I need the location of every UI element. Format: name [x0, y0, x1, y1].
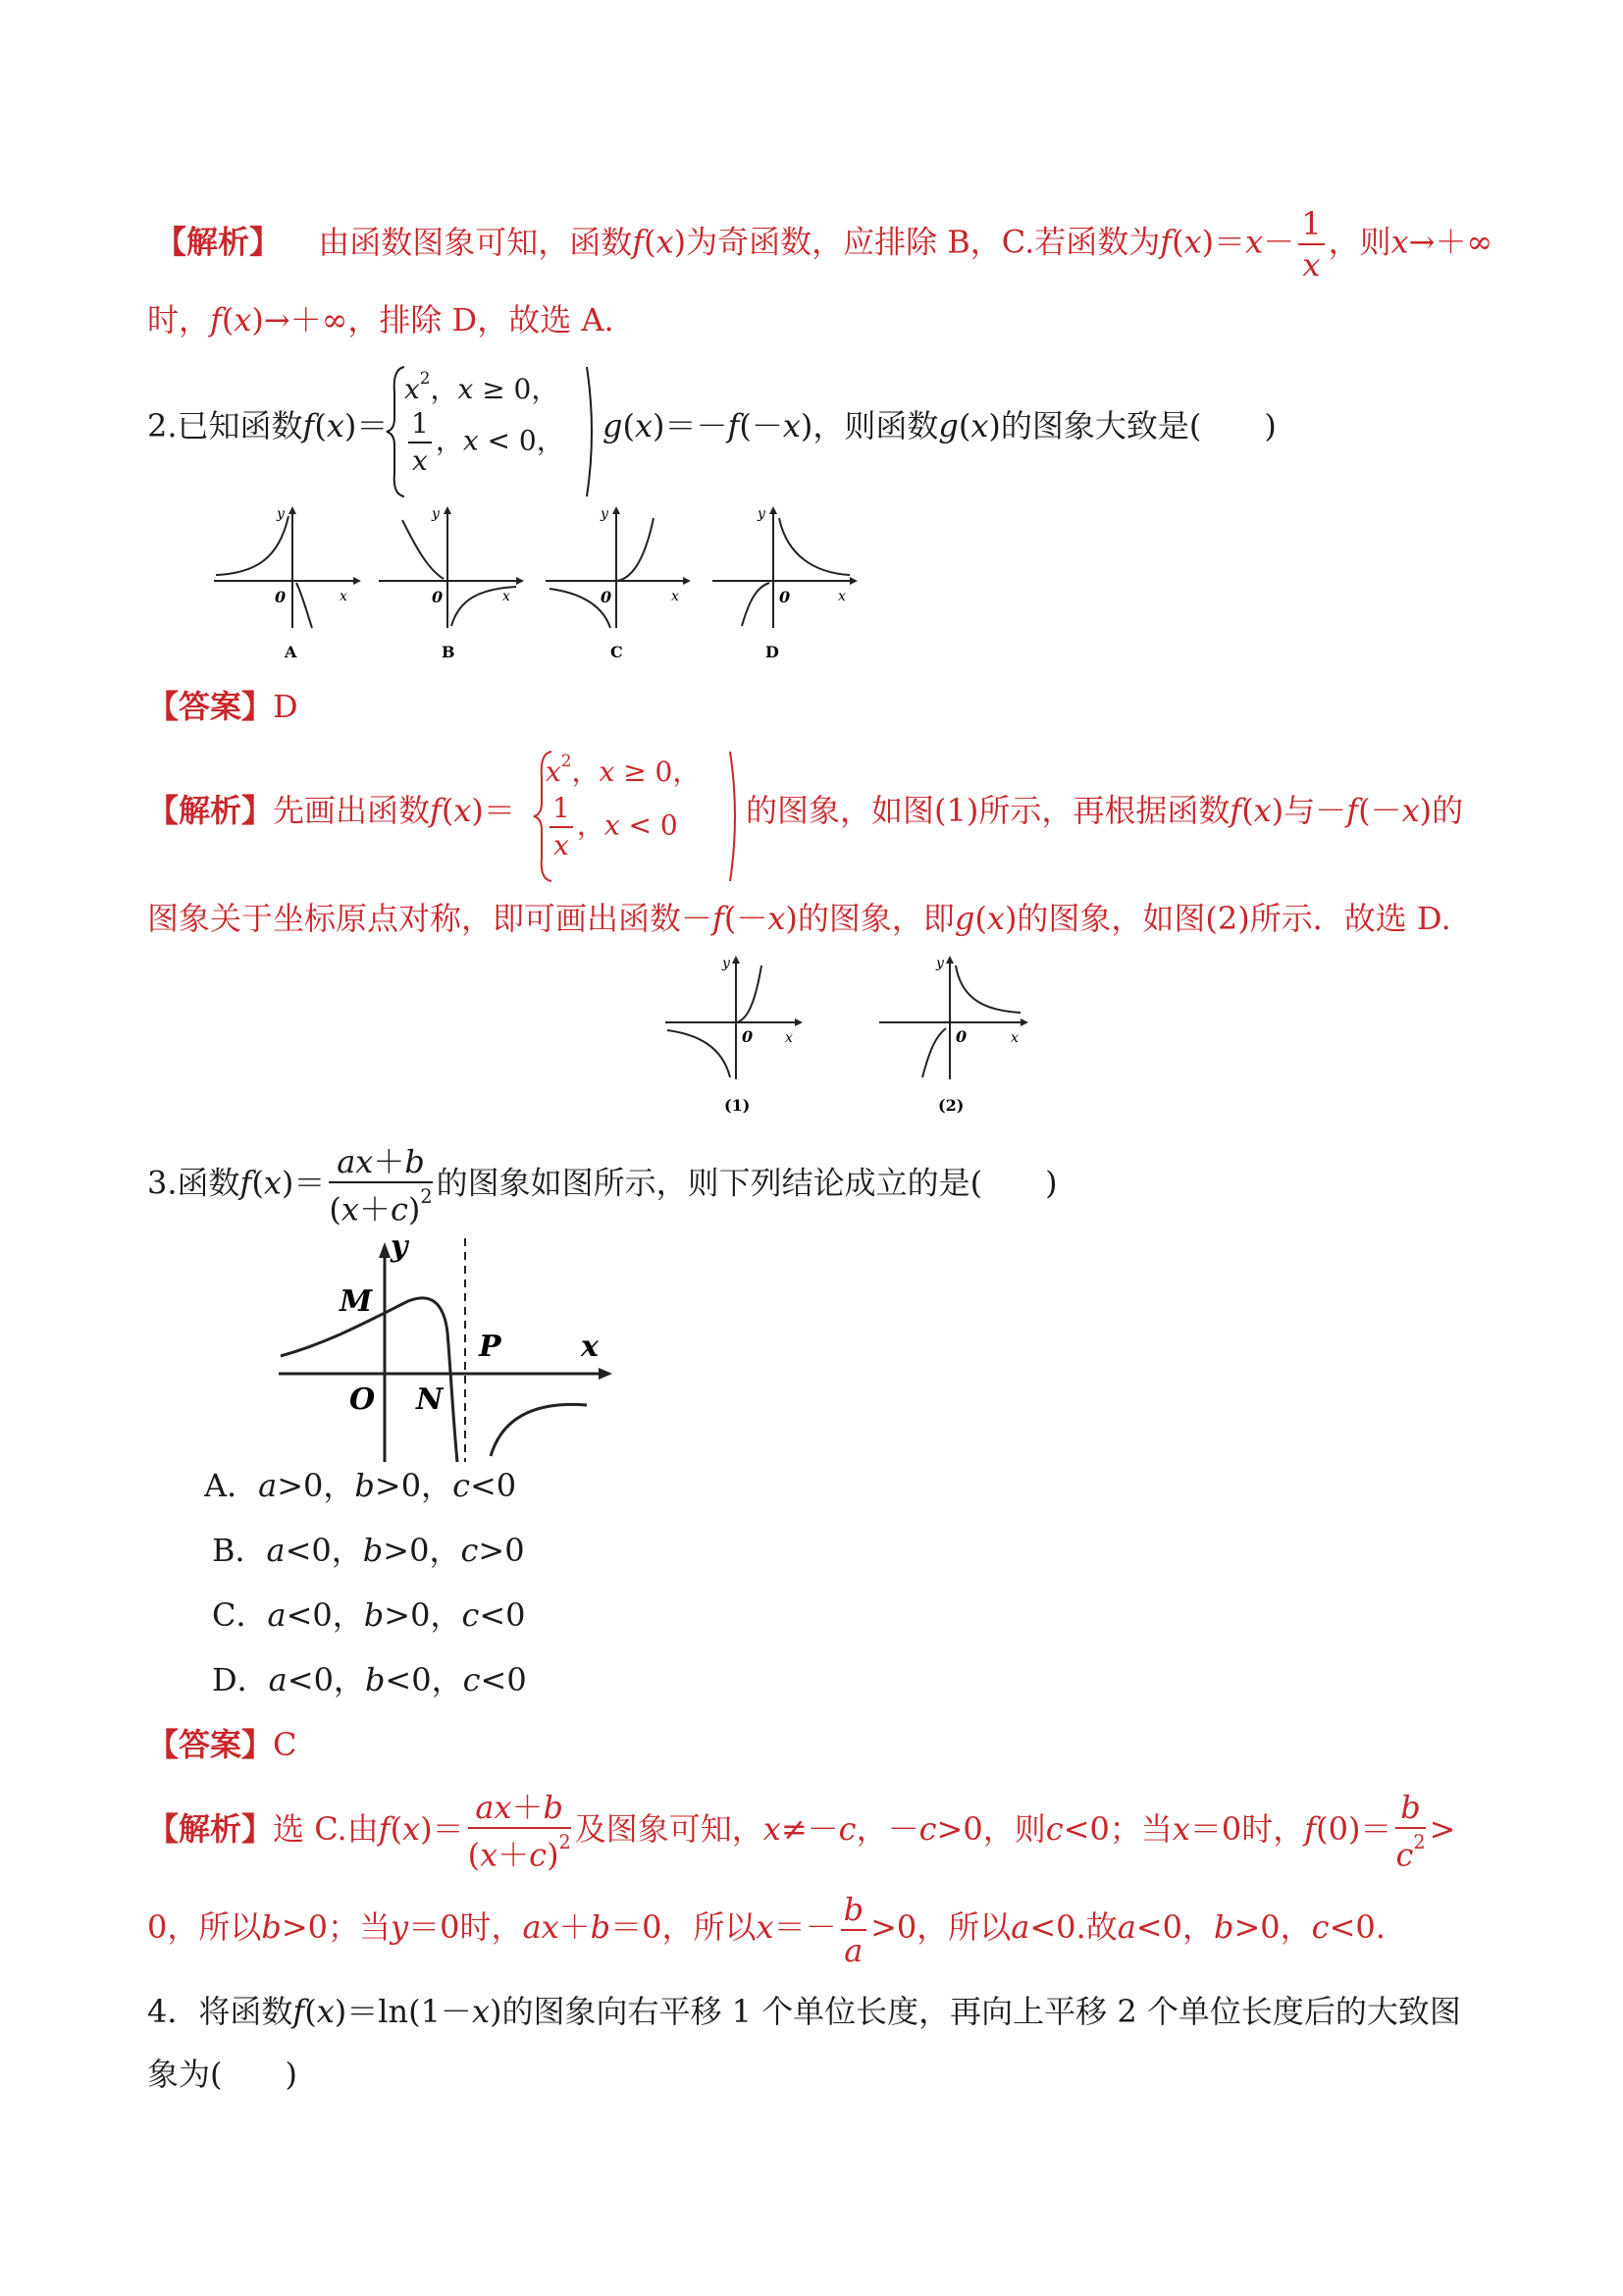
answer-tag: 【答案】: [147, 1726, 274, 1763]
solution-tag: 【解析】: [155, 223, 282, 261]
svg-text:y: y: [936, 956, 944, 971]
solution-tag: 【解析】: [147, 1810, 274, 1848]
fraction-one-over-x: $\frac{1}{x}$: [1298, 208, 1324, 281]
q3-option-b: B．a<0，b>0，c>0: [212, 1532, 525, 1569]
solution-text: 为奇函数，应排除 B，C.若函数为: [686, 223, 1161, 261]
q1-solution-line1: 【解析】 由函数图象可知，函数f(x)为奇函数，应排除 B，C.若函数为f(x)＝x－ $\frac{1}{x}$ ，则x→＋∞: [155, 205, 1493, 284]
svg-text:y: y: [277, 506, 285, 522]
solution-text: 的图象，如图(2)所示．故选 D.: [1017, 900, 1451, 937]
solution-figure-1: [665, 956, 803, 1115]
q3-prefix: 3.函数: [147, 1164, 240, 1202]
svg-text:0: 0: [432, 588, 444, 606]
solution-tag: 【解析】: [147, 792, 274, 829]
q2-option-label-b: B: [442, 643, 455, 661]
svg-text:x: x: [502, 589, 510, 604]
svg-text:0: 0: [601, 588, 612, 606]
q2-graph-b: [379, 506, 524, 661]
svg-text:x: x: [340, 589, 347, 604]
graph-label-O: O: [349, 1383, 376, 1417]
svg-text:0: 0: [956, 1027, 968, 1046]
q4-stem-line2: 象为( ): [147, 2056, 297, 2093]
q2-sol-piece-2: $\frac{1}{x}$ ，x < 0: [546, 795, 678, 860]
q2-stem: 2.已知函数f(x)＝: [147, 407, 389, 444]
q2-option-graphs: [206, 500, 873, 667]
q2-graph-c: [546, 506, 691, 661]
svg-text:x: x: [838, 589, 846, 604]
graph-label-P: P: [479, 1330, 501, 1364]
solution-text: 的: [1432, 792, 1464, 829]
solution-text: 与: [1283, 792, 1316, 829]
answer-tag: 【答案】: [147, 688, 274, 725]
q2-graph-a: [214, 506, 361, 661]
q3-suffix: 的图象如图所示，则下列结论成立的是( ): [436, 1164, 1058, 1202]
svg-text:y: y: [601, 506, 608, 522]
q1-solution-line2: 时，f(x)→＋∞，排除 D，故选 A.: [147, 301, 614, 339]
math-fx: f: [1160, 223, 1173, 261]
q2-option-label-c: C: [610, 643, 623, 661]
q3-answer: [147, 1725, 297, 1764]
q3-fraction: $\frac{ax+b}{(x+c)^2}$: [329, 1143, 433, 1228]
graph-label-x: x: [581, 1330, 599, 1364]
q3-option-d: D．a<0，b<0，c<0: [212, 1661, 527, 1698]
graph-label-N: N: [416, 1383, 444, 1417]
q2-piece-1: $x^2$，x ≥ 0，: [404, 368, 559, 406]
q2-option-label-a: A: [285, 643, 297, 661]
figure-label-2: (2): [938, 1096, 965, 1115]
svg-text:0: 0: [275, 588, 287, 606]
svg-text:x: x: [1011, 1030, 1019, 1046]
solution-text: ，则: [1328, 223, 1391, 261]
q2-solution-line2: 图象关于坐标原点对称，即可画出函数－f(－x)的图象，即g(x)的图象，如图(2)所示．故选 D.: [147, 900, 1451, 937]
figure-label-1: (1): [724, 1096, 751, 1115]
q2-stem-cont: g(x)＝－f(－x)，则函数g(x)的图象大致是( ): [602, 407, 1277, 444]
svg-text:x: x: [785, 1030, 793, 1046]
q3-sol-fraction: $\frac{ax+b}{(x+c)^2}$: [467, 1789, 571, 1874]
q3-graph: [271, 1234, 624, 1464]
solution-text: 的图象，即: [797, 900, 955, 937]
svg-text:0: 0: [779, 588, 791, 606]
svg-text:0: 0: [742, 1027, 754, 1046]
q2-prefix: 2.已知函数: [147, 407, 303, 444]
q2-graph-d: [712, 506, 858, 661]
q2-solution-figures: [657, 952, 1050, 1119]
q2-sol-piece-1: $x^2$，x ≥ 0，: [546, 751, 701, 789]
q2-tail: 的图象大致是( ): [1000, 407, 1277, 444]
solution-text: ，排除 D，故选 A.: [347, 301, 614, 339]
q2-answer: [147, 687, 298, 726]
q2-option-label-d: D: [765, 643, 779, 661]
solution-figure-2: [879, 956, 1028, 1115]
piecewise-right-paren: [728, 748, 742, 885]
q3-solution-line1: 【解析】选 C.由f(x)＝ $\frac{ax+b}{(x+c)^2}$ 及图象可知，x≠－c，－c>0，则c<0；当x＝0时，f(0)＝ $\frac{b}{c^2}$ >: [147, 1789, 1456, 1874]
q3-option-a: A．a>0，b>0，c<0: [204, 1467, 517, 1504]
q2-solution-line1-right: 的图象，如图(1)所示，再根据函数f(x)与－f(－x)的: [746, 792, 1464, 829]
q2-suffix: ，则函数: [812, 407, 939, 444]
graph-label-y: y: [391, 1234, 408, 1264]
svg-text:x: x: [671, 589, 679, 604]
graph-label-M: M: [340, 1284, 373, 1319]
piecewise-right-paren: [585, 363, 599, 500]
solution-text: 先画出函数: [273, 792, 431, 829]
q3-solution-line2: 0，所以b>0；当y＝0时，ax＋b＝0，所以x＝－ $\frac{b}{a}$ >0，所以a<0.故a<0，b>0，c<0.: [147, 1890, 1386, 1969]
solution-text: 时，: [147, 301, 211, 339]
q3-stem: 3.函数f(x)＝ $\frac{ax+b}{(x+c)^2}$ 的图象如图所示，则下列结论成立的是( ): [147, 1143, 1058, 1228]
q2-piece-2: $\frac{1}{x}$ ，x < 0，: [404, 410, 564, 475]
svg-text:y: y: [432, 506, 440, 522]
q3-option-c: C．a<0，b>0，c<0: [212, 1596, 526, 1634]
q4-stem-line1: 4．将函数f(x)＝ln(1－x)的图象向右平移 1 个单位长度，再向上平移 2 个单位长度后的大致图: [147, 1993, 1461, 2030]
math-fx: f: [632, 223, 645, 261]
q2-solution-line1-left: 【解析】先画出函数f(x)＝: [147, 792, 515, 829]
solution-text: 由函数图象可知，函数: [318, 223, 633, 261]
svg-text:y: y: [722, 956, 730, 971]
svg-text:y: y: [758, 506, 765, 522]
answer-value: C: [273, 1726, 297, 1763]
answer-value: D: [273, 688, 298, 725]
solution-text: 的图象，如图(1)所示，再根据函数: [746, 792, 1230, 829]
solution-text: 图象关于坐标原点对称，即可画出函数: [147, 900, 682, 937]
